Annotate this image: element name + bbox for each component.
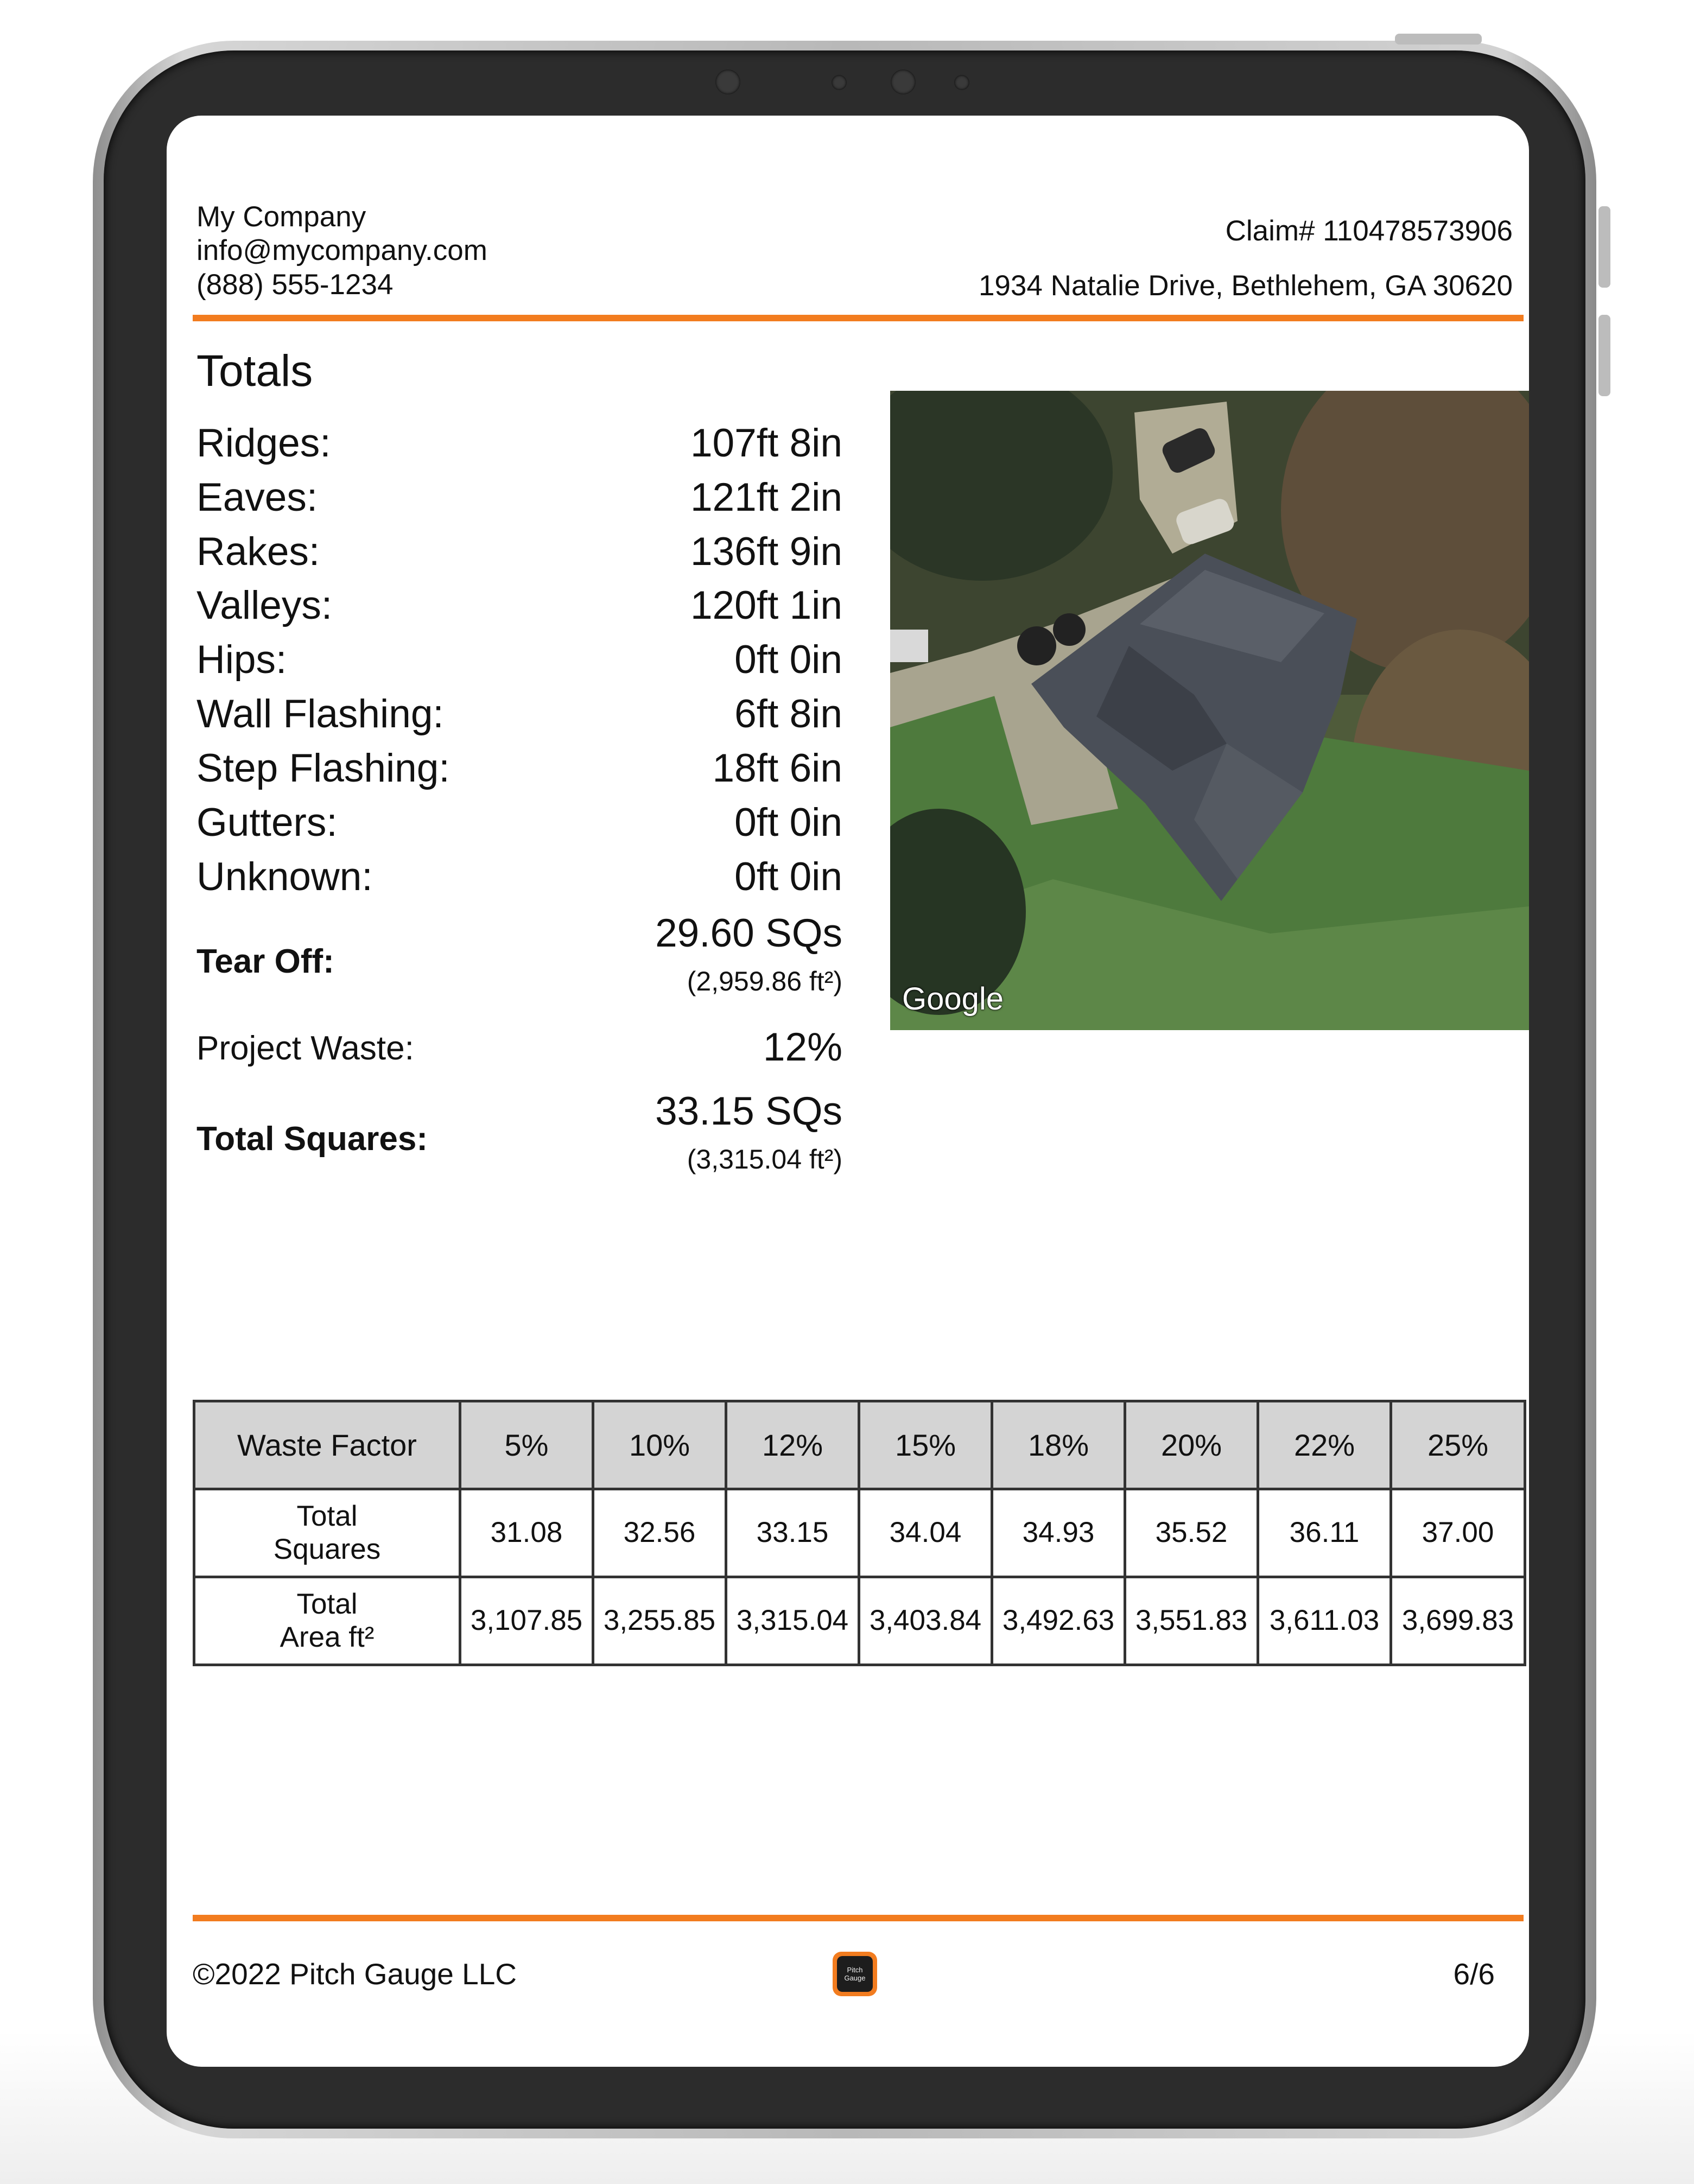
- table-cell: 34.04: [859, 1489, 992, 1577]
- table-cell: 3,255.85: [593, 1577, 726, 1665]
- table-cell: 37.00: [1391, 1489, 1525, 1577]
- claim-number: Claim# 110478573906: [1225, 215, 1513, 247]
- section-title: Totals: [196, 346, 313, 396]
- table-header-cell: 22%: [1258, 1401, 1391, 1489]
- measure-label-ridges: Ridges:: [196, 421, 331, 465]
- table-cell: 3,107.85: [460, 1577, 593, 1665]
- power-button: [1395, 34, 1482, 45]
- tear-off-area: (2,959.86 ft²): [687, 966, 842, 996]
- measure-value-unknown: 0ft 0in: [734, 855, 842, 899]
- volume-down-button: [1598, 315, 1610, 396]
- measure-label-valleys: Valleys:: [196, 583, 333, 627]
- table-header-cell: 18%: [992, 1401, 1125, 1489]
- camera-sensor-icon: [832, 75, 847, 90]
- satellite-map-graphic: [890, 391, 1529, 1030]
- measure-value-wall-flashing: 6ft 8in: [734, 692, 842, 736]
- header-divider: [193, 315, 1524, 321]
- camera-sensor-icon: [954, 75, 969, 90]
- measure-value-ridges: 107ft 8in: [690, 421, 842, 465]
- table-header-cell: Waste Factor: [194, 1401, 460, 1489]
- project-waste-label: Project Waste:: [196, 1030, 414, 1067]
- table-cell: 3,492.63: [992, 1577, 1125, 1665]
- property-address: 1934 Natalie Drive, Bethlehem, GA 30620: [978, 270, 1513, 302]
- row-label-cell: [194, 1489, 460, 1577]
- measure-label-hips: Hips:: [196, 638, 287, 682]
- table-header-cell: 20%: [1125, 1401, 1258, 1489]
- company-phone: (888) 555-1234: [196, 269, 394, 301]
- footer-copyright: ©2022 Pitch Gauge LLC: [193, 1957, 517, 1991]
- total-squares-value: 33.15 SQs: [655, 1089, 842, 1133]
- measure-value-eaves: 121ft 2in: [690, 475, 842, 519]
- table-cell: 36.11: [1258, 1489, 1391, 1577]
- measure-value-step-flashing: 18ft 6in: [712, 746, 842, 790]
- measure-label-step-flashing: Step Flashing:: [196, 746, 450, 790]
- page-number: 6/6: [1453, 1957, 1495, 1991]
- total-squares-area: (3,315.04 ft²): [687, 1144, 842, 1174]
- tear-off-label: Tear Off:: [196, 943, 334, 980]
- table-header-row: [194, 1401, 1525, 1489]
- table-header-cell: 15%: [859, 1401, 992, 1489]
- table-row: [194, 1577, 1525, 1665]
- pitch-gauge-logo-icon: [833, 1952, 877, 1996]
- table-cell: 35.52: [1125, 1489, 1258, 1577]
- footer-divider: [193, 1915, 1524, 1921]
- measure-label-unknown: Unknown:: [196, 855, 373, 899]
- measure-value-gutters: 0ft 0in: [734, 801, 842, 845]
- table-row: [194, 1489, 1525, 1577]
- table-cell: 3,403.84: [859, 1577, 992, 1665]
- waste-factor-table: [193, 1400, 1526, 1666]
- measure-label-eaves: Eaves:: [196, 475, 318, 519]
- table-cell: 3,315.04: [726, 1577, 859, 1665]
- table-header-cell: 5%: [460, 1401, 593, 1489]
- measure-value-valleys: 120ft 1in: [690, 583, 842, 627]
- camera-sensor-icon: [715, 69, 740, 94]
- tear-off-value: 29.60 SQs: [655, 911, 842, 955]
- satellite-roof-image: [890, 391, 1529, 1030]
- measure-label-rakes: Rakes:: [196, 530, 320, 574]
- row-label-cell: [194, 1577, 460, 1665]
- table-cell: 3,699.83: [1391, 1577, 1525, 1665]
- table-cell: 3,551.83: [1125, 1577, 1258, 1665]
- map-attribution: Google: [902, 981, 1004, 1017]
- table-cell: 3,611.03: [1258, 1577, 1391, 1665]
- total-squares-label: Total Squares:: [196, 1120, 428, 1158]
- camera-lens-icon: [891, 69, 916, 94]
- table-header-cell: 12%: [726, 1401, 859, 1489]
- company-name: My Company: [196, 201, 366, 233]
- row-label-line: Area ft²: [280, 1621, 375, 1653]
- table-cell: 32.56: [593, 1489, 726, 1577]
- table-header-cell: 10%: [593, 1401, 726, 1489]
- company-email: info@mycompany.com: [196, 234, 487, 266]
- table-cell: 34.93: [992, 1489, 1125, 1577]
- row-label-line: Squares: [273, 1533, 381, 1565]
- project-waste-value: 12%: [763, 1025, 842, 1069]
- table-cell: 33.15: [726, 1489, 859, 1577]
- measure-label-wall-flashing: Wall Flashing:: [196, 692, 444, 736]
- report-page: [167, 116, 1529, 2067]
- measure-label-gutters: Gutters:: [196, 801, 338, 845]
- table-header-cell: 25%: [1391, 1401, 1525, 1489]
- measure-value-hips: 0ft 0in: [734, 638, 842, 682]
- table-cell: 31.08: [460, 1489, 593, 1577]
- logo-text: Pitch Gauge: [837, 1956, 873, 1992]
- row-label-line: Total: [296, 1588, 358, 1620]
- row-label-line: Total: [296, 1500, 358, 1532]
- volume-up-button: [1598, 206, 1610, 288]
- measure-value-rakes: 136ft 9in: [690, 530, 842, 574]
